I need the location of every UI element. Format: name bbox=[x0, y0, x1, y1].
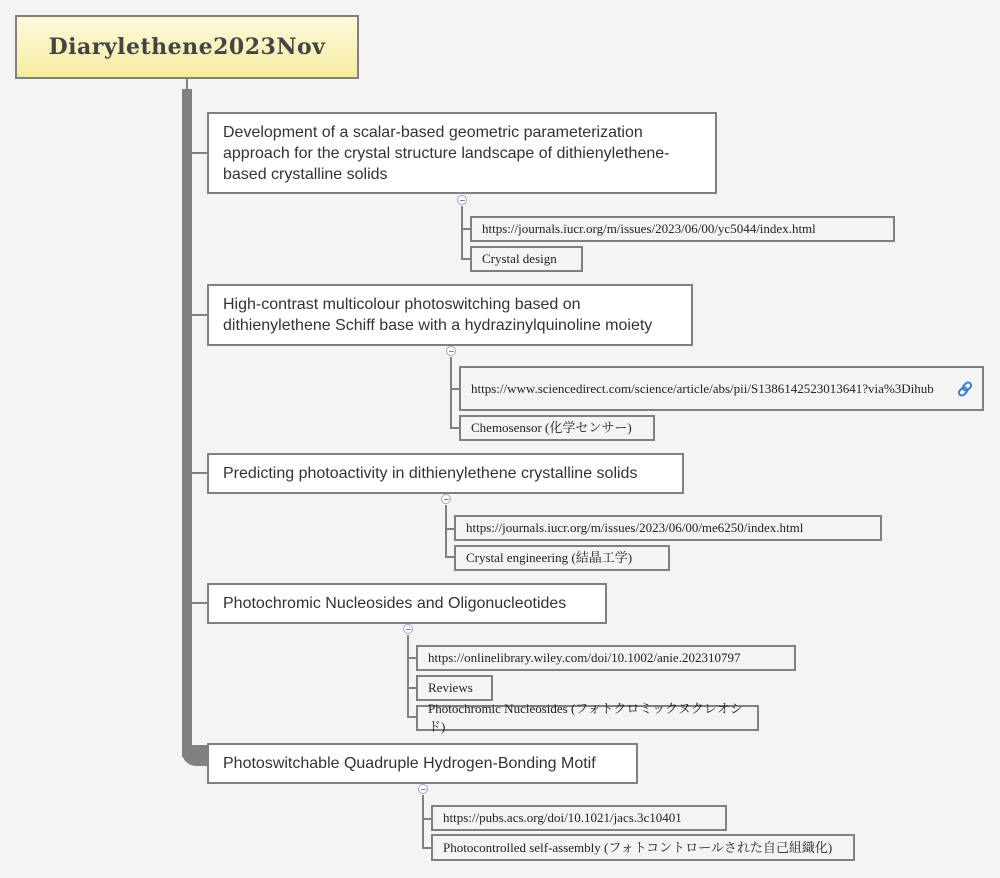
collapse-toggle[interactable] bbox=[446, 346, 456, 356]
root-topic[interactable] bbox=[15, 15, 359, 79]
tag-text: Crystal design bbox=[482, 251, 557, 266]
branch-connector bbox=[192, 152, 208, 154]
tag-text: Photochromic Nucleosides (フォトクロミックヌクレオシド) bbox=[428, 701, 743, 734]
collapse-toggle[interactable] bbox=[441, 494, 451, 504]
tag-node[interactable] bbox=[470, 246, 583, 272]
root-connector bbox=[186, 79, 188, 89]
topic-node[interactable] bbox=[207, 284, 693, 346]
tag-node[interactable] bbox=[459, 415, 655, 441]
main-trunk bbox=[182, 89, 192, 757]
collapse-toggle[interactable] bbox=[418, 784, 428, 794]
collapse-toggle[interactable] bbox=[457, 195, 467, 205]
child-connector bbox=[407, 635, 409, 718]
url-node[interactable] bbox=[431, 805, 727, 831]
tag-node[interactable] bbox=[431, 834, 855, 861]
tag-node[interactable] bbox=[454, 545, 670, 571]
tag-text: Chemosensor (化学センサー) bbox=[471, 420, 632, 435]
url-text: https://onlinelibrary.wiley.com/doi/10.1002/anie.202310797 bbox=[428, 650, 741, 665]
url-node[interactable] bbox=[470, 216, 895, 242]
url-text: https://journals.iucr.org/m/issues/2023/06/00/me6250/index.html bbox=[466, 520, 804, 535]
topic-title: Photoswitchable Quadruple Hydrogen-Bonding Motif bbox=[223, 755, 596, 772]
trunk-end-curve bbox=[182, 745, 210, 766]
link-icon[interactable] bbox=[956, 380, 974, 398]
topic-title: High-contrast multicolour photoswitching based on dithienylethene Schiff base with a hydrazinylquinoline moiety bbox=[223, 296, 653, 334]
tag-text: Reviews bbox=[428, 680, 473, 695]
topic-title: Predicting photoactivity in dithienylethene crystalline solids bbox=[223, 465, 638, 482]
child-connector bbox=[461, 206, 463, 260]
collapse-toggle[interactable] bbox=[403, 624, 413, 634]
url-node[interactable] bbox=[459, 366, 984, 411]
url-text: https://journals.iucr.org/m/issues/2023/06/00/yc5044/index.html bbox=[482, 221, 816, 236]
child-connector bbox=[445, 505, 447, 558]
branch-connector bbox=[192, 472, 208, 474]
tag-text: Crystal engineering (結晶工学) bbox=[466, 550, 633, 565]
child-connector bbox=[450, 357, 452, 429]
url-node[interactable] bbox=[416, 645, 796, 671]
branch-connector bbox=[192, 602, 208, 604]
url-text: https://www.sciencedirect.com/science/article/abs/pii/S1386142523013641?via%3Dihub bbox=[471, 380, 934, 396]
topic-node[interactable] bbox=[207, 583, 607, 624]
topic-node[interactable] bbox=[207, 112, 717, 194]
topic-node[interactable] bbox=[207, 453, 684, 494]
tag-text: Photocontrolled self-assembly (フォトコントロールされた自己組織化) bbox=[443, 839, 833, 855]
tag-node[interactable] bbox=[416, 701, 759, 734]
topic-title: Photochromic Nucleosides and Oligonucleotides bbox=[223, 595, 567, 612]
topic-title: Development of a scalar-based geometric parameterization approach for the crystal structure landscape of dithienylethene-based crystalline solids bbox=[223, 123, 670, 183]
root-title: Diarylethene2023Nov bbox=[48, 34, 326, 60]
url-text: https://pubs.acs.org/doi/10.1021/jacs.3c10401 bbox=[443, 810, 682, 825]
branch-connector bbox=[192, 314, 208, 316]
tag-node[interactable] bbox=[416, 675, 493, 701]
url-node[interactable] bbox=[454, 515, 882, 541]
child-connector bbox=[422, 795, 424, 849]
topic-node[interactable] bbox=[207, 743, 638, 784]
